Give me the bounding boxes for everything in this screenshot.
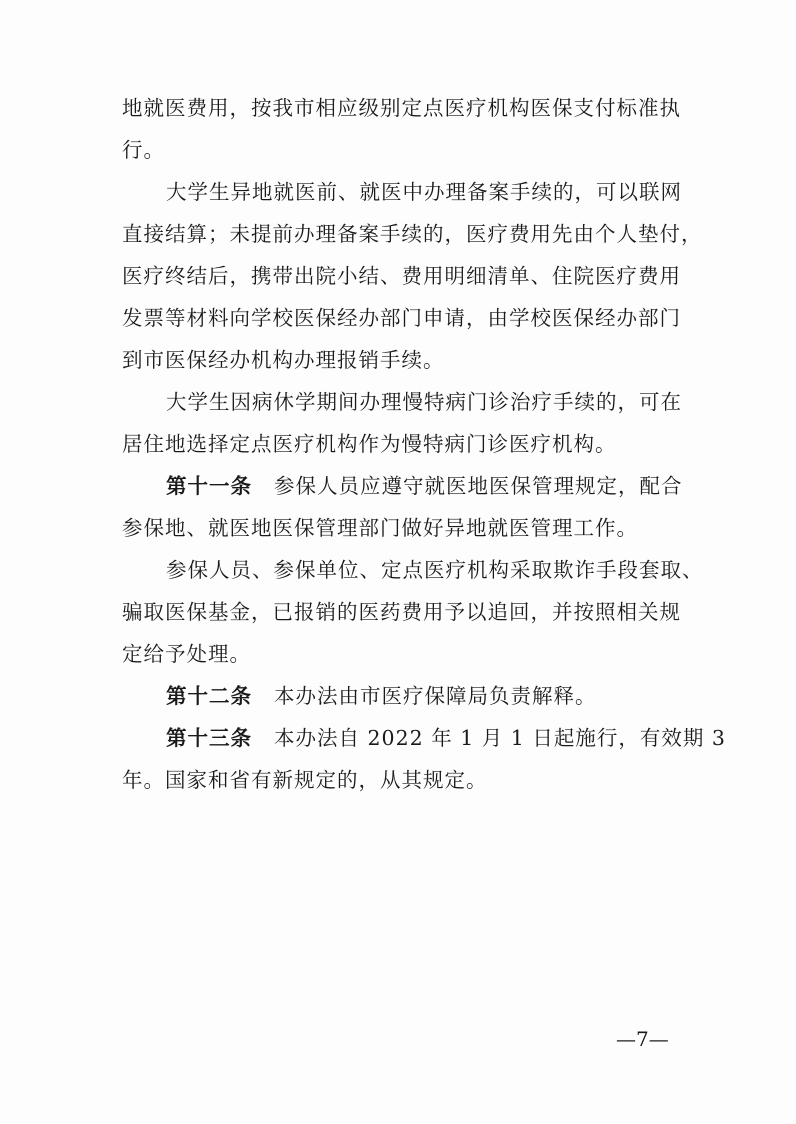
text-line: 定给予处理。 bbox=[122, 642, 251, 666]
article-13-line bbox=[166, 718, 726, 758]
text-line: 医疗终结后，携带出院小结、费用明细清单、住院医疗费用 bbox=[122, 264, 681, 288]
paragraph-start-line: 大学生异地就医前、就医中办理备案手续的，可以联网 bbox=[166, 180, 682, 204]
article-12-text: 本办法由市医疗保障局负责解释。 bbox=[274, 684, 597, 708]
text-line: 直接结算；未提前办理备案手续的，医疗费用先由个人垫付， bbox=[122, 222, 703, 246]
text-line: 居住地选择定点医疗机构作为慢特病门诊医疗机构。 bbox=[122, 432, 617, 456]
text-line: 参保地、就医地医保管理部门做好异地就医管理工作。 bbox=[122, 516, 638, 540]
article-12-line bbox=[166, 676, 597, 716]
article-13-label: 第十三条 bbox=[166, 726, 252, 750]
text-line: 年。国家和省有新规定的，从其规定。 bbox=[122, 768, 488, 792]
article-11-line bbox=[166, 466, 683, 506]
page-number: —7— bbox=[616, 1027, 669, 1051]
text-line: 到市医保经办机构办理报销手续。 bbox=[122, 348, 445, 372]
paragraph-start-line: 参保人员、参保单位、定点医疗机构采取欺诈手段套取、 bbox=[166, 558, 704, 582]
article-11-text: 参保人员应遵守就医地医保管理规定，配合 bbox=[274, 474, 683, 498]
article-11-label: 第十一条 bbox=[166, 474, 252, 498]
text-line: 发票等材料向学校医保经办部门申请，由学校医保经办部门 bbox=[122, 306, 681, 330]
article-12-label: 第十二条 bbox=[166, 684, 252, 708]
paragraph-start-line: 大学生因病休学期间办理慢特病门诊治疗手续的，可在 bbox=[166, 390, 682, 414]
text-line: 骗取医保基金，已报销的医药费用予以追回，并按照相关规 bbox=[122, 600, 681, 624]
text-line: 行。 bbox=[122, 138, 165, 162]
text-line: 地就医费用，按我市相应级别定点医疗机构医保支付标准执 bbox=[122, 96, 681, 120]
article-13-text: 本办法自 2022 年 1 月 1 日起施行，有效期 3 bbox=[274, 726, 726, 750]
